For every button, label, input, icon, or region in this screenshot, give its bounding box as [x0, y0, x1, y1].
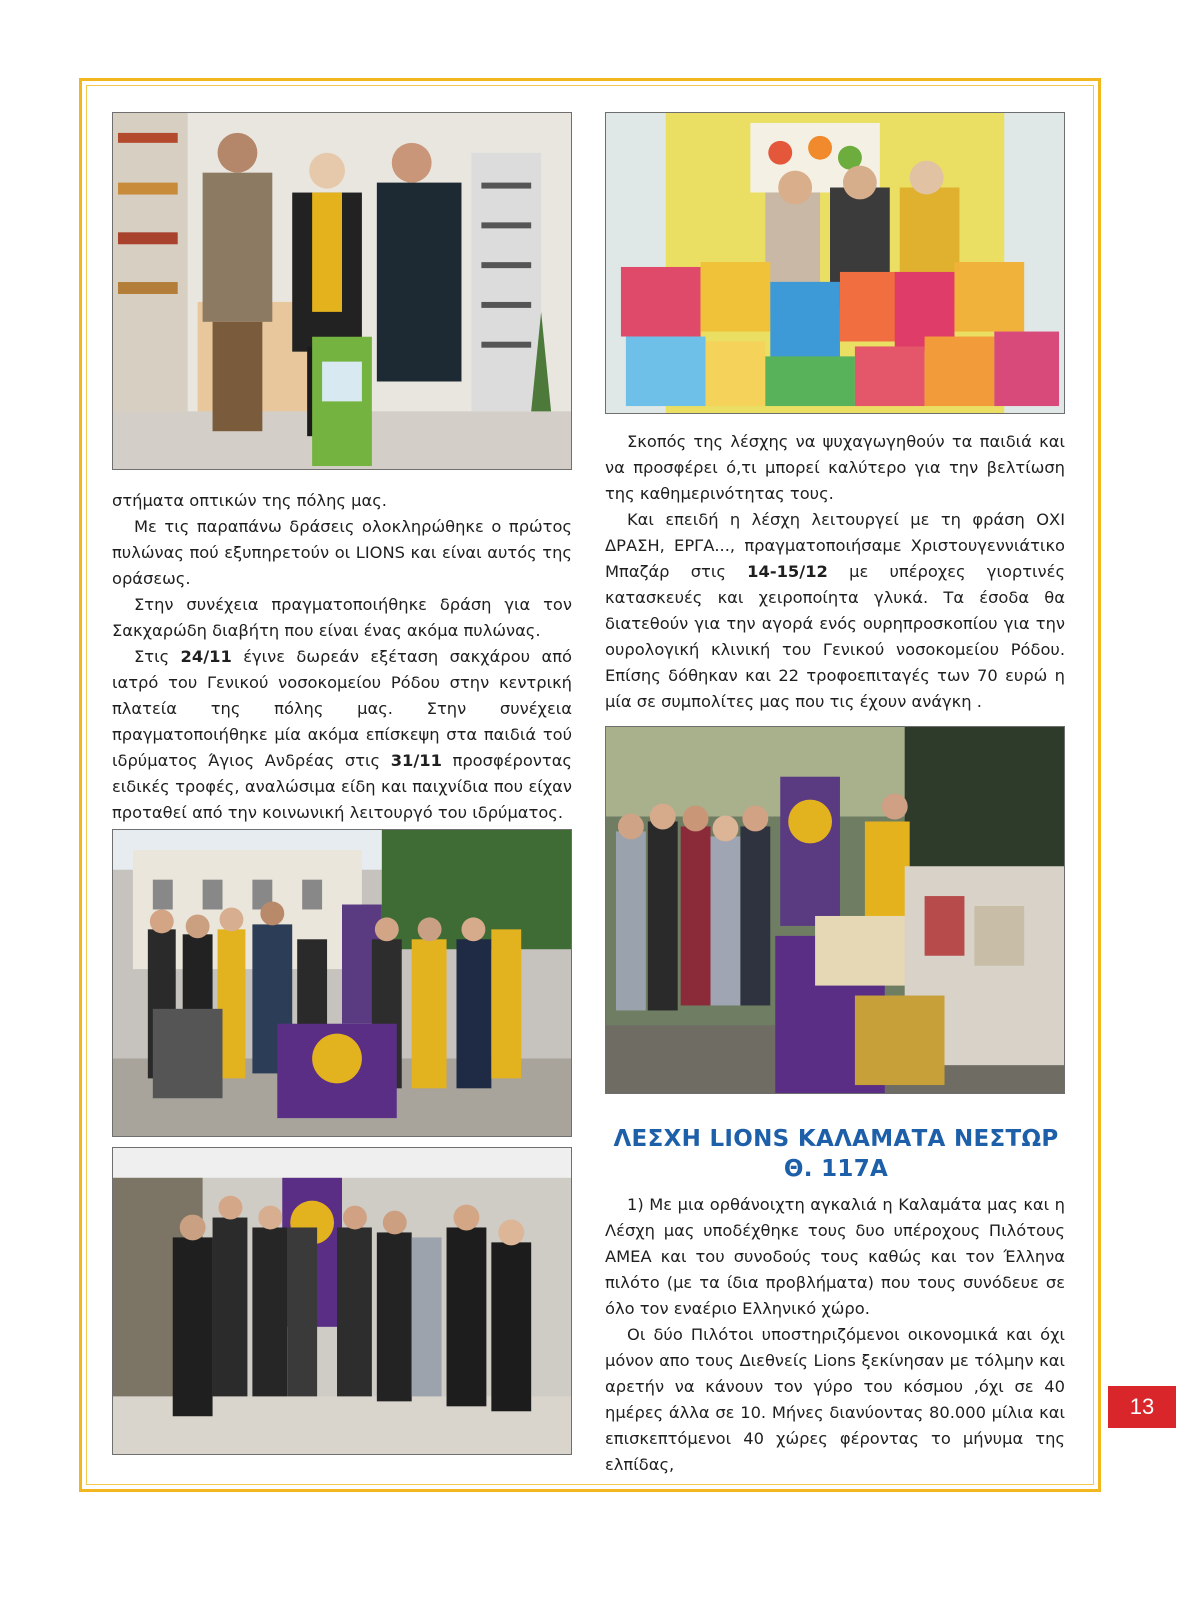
- photo-christmas-bazaar: [605, 726, 1065, 1094]
- photo-toys-donation: [605, 112, 1065, 414]
- text-run: με υπέροχες γιορτινές κατασκευές και χειροποίητα γλυκά. Τα έσοδα θα διατεθούν για την αγορά ενός ουρηπροσκοπίου για την ουρολογική κλινική του Γενικού νοσοκομείου Ρόδου. Επίσης δόθηκαν και 22 τροφοεπιταγές των 70 ευρώ η μία σε συμπολίτες μας που τις έχουν ανάγκη .: [605, 562, 1066, 711]
- text-run: στήματα οπτικών της πόλης μας.: [112, 491, 387, 510]
- section-heading-line2: Θ. 117Α: [783, 1156, 889, 1182]
- text-run: Στην συνέχεια πραγματοποιήθηκε δράση για τον Σακχαρώδη διαβήτη που είναι ένας ακόμα πυλώνας.: [112, 595, 572, 640]
- left-column-paragraph: [112, 592, 572, 644]
- left-column-paragraph: [112, 644, 572, 826]
- text-run: Οι δύο Πιλότοι υποστηριζόμενοι οικονομικά και όχι μόνον απο τους Διεθνείς Lions ξεκίνησαν με τόλμην και αρετήν να κάνουν τον γύρο του κόσμου ,όχι σε 40 ημέρες άλλα σε 10. Μήνες διανύοντας 80.000 μίλια και επισκεπτόμενοι 40 χώρες φέροντας το μήνυμα της ελπίδας,: [605, 1325, 1065, 1474]
- left-column-paragraph: [112, 488, 572, 514]
- section-body-text: [605, 1192, 1065, 1478]
- text-run: Και επειδή η λέσχη λειτουργεί με τη φράση ΟΧΙ ΔΡΑΣΗ, ΕΡΓΑ..., πραγματοποιήσαμε Χριστουγεννιάτικο Μπαζάρ στις: [605, 510, 1065, 581]
- page-number: 13: [1108, 1386, 1176, 1428]
- bold-date: 31/11: [390, 751, 442, 770]
- right-column-paragraph: [605, 507, 1065, 715]
- text-run: Με τις παραπάνω δράσεις ολοκληρώθηκε ο πρώτος πυλώνας πού εξυπηρετούν οι LIONS και είναι αυτός της οράσεως.: [112, 517, 572, 588]
- right-column-paragraph: [605, 429, 1065, 507]
- text-run: Στις: [134, 647, 181, 666]
- bold-date: 24/11: [180, 647, 232, 666]
- left-column-text: [112, 488, 572, 826]
- text-run: Σκοπός της λέσχης να ψυχαγωγηθούν τα παιδιά και να προσφέρει ό,τι μπορεί καλύτερο για την βελτίωση της καθημερινότητας τους.: [605, 432, 1065, 503]
- text-run: έγινε δωρεάν εξέταση σακχάρου από ιατρό του Γενικού νοσοκομείου Ρόδου στην κεντρική πλατεία της πόλης μας. Στην συνέχεια πραγματοποιήθηκε μία ακόμα επίσκεψη στα παιδιά τού ιδρύματος Άγιος Ανδρέας στις: [112, 647, 572, 770]
- right-column-text: [605, 429, 1065, 715]
- left-column-paragraph: [112, 514, 572, 592]
- section-paragraph: [605, 1322, 1065, 1478]
- text-run: προσφέροντας ειδικές τροφές, αναλώσιμα είδη και παιχνίδια που είχαν προταθεί από την κοινωνική λειτουργό του ιδρύματος.: [112, 751, 572, 822]
- text-run: 1) Με μια ορθάνοιχτη αγκαλιά η Καλαμάτα μας και η Λέσχη μας υποδέχθηκε τους δυο υπέροχους Πιλότους ΑΜΕΑ και του συνοδούς τους καθώς και τον Έλληνα πιλότο (με τα ίδια προβλήματα) που τους συνόδευε σε όλο τον εναέριο Ελληνικό χώρο.: [605, 1195, 1065, 1318]
- photo-optician-shop: [112, 112, 572, 470]
- photo-square-diabetes-test: [112, 829, 572, 1137]
- photo-lions-club-group: [112, 1147, 572, 1455]
- bold-date: 14-15/12: [747, 562, 828, 581]
- section-paragraph: [605, 1192, 1065, 1322]
- section-heading: [606, 1124, 1066, 1184]
- section-heading-line1: ΛΕΣΧΗ LIONS ΚΑΛΑΜΑΤΑ ΝΕΣΤΩΡ: [613, 1126, 1059, 1152]
